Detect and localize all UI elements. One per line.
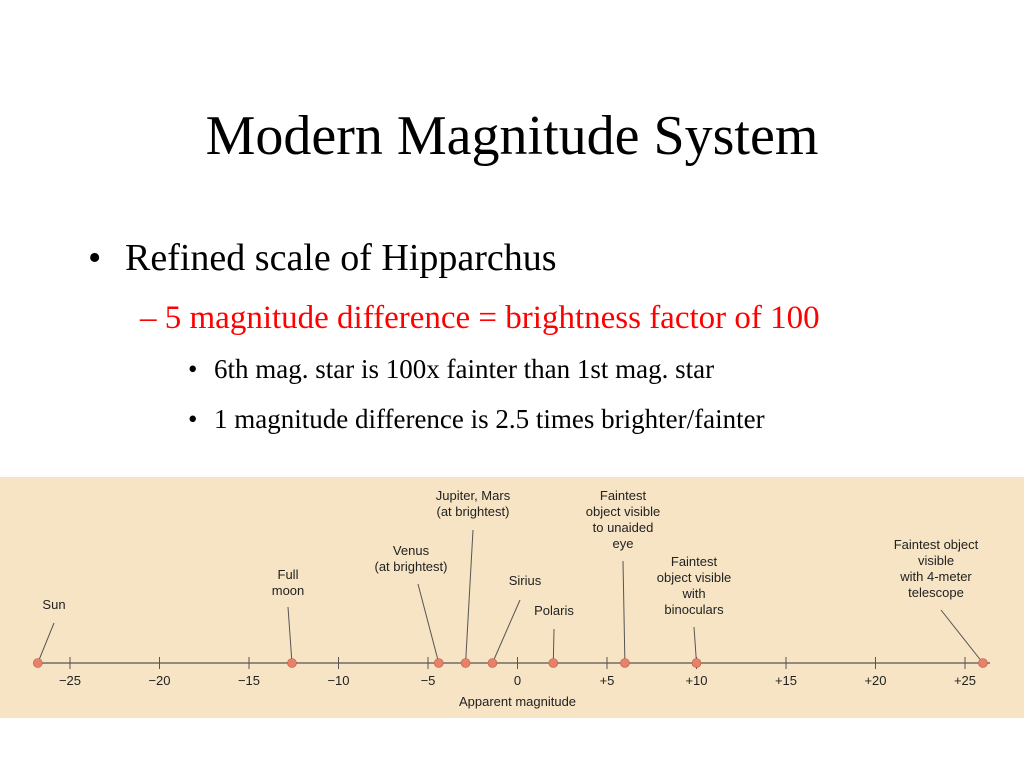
- tick-label: 0: [513, 673, 522, 688]
- magnitude-marker: [620, 659, 629, 668]
- magnitude-scale-diagram: [0, 477, 1024, 718]
- tick-label: +5: [599, 673, 615, 688]
- tick-label: −10: [327, 673, 350, 688]
- tick-label: +25: [953, 673, 977, 688]
- leader-line: [941, 610, 983, 663]
- magnitude-marker: [549, 659, 558, 668]
- leader-line: [466, 530, 473, 663]
- object-label: binoculars: [664, 602, 724, 617]
- tick-label: −5: [420, 673, 436, 688]
- object-label: (at brightest): [436, 504, 510, 519]
- tick-label: −20: [148, 673, 171, 688]
- object-label: Sun: [42, 597, 66, 612]
- object-label: Polaris: [534, 603, 574, 618]
- object-label: (at brightest): [374, 559, 448, 574]
- object-label: Sirius: [508, 573, 542, 588]
- magnitude-marker: [434, 659, 443, 668]
- object-label: with: [682, 586, 706, 601]
- leader-line: [38, 623, 54, 663]
- object-label: with 4-meter: [900, 569, 972, 584]
- magnitude-scale-figure: [0, 477, 1024, 718]
- leader-line: [288, 607, 292, 663]
- object-label: Faintest: [670, 554, 718, 569]
- object-label: visible: [917, 553, 955, 568]
- sub-sub-bullet-2: [188, 403, 765, 435]
- leader-line: [553, 629, 554, 663]
- sub-bullet-magnitude-difference: – 5 magnitude difference = brightness factor of 100: [140, 300, 820, 336]
- magnitude-marker: [488, 659, 497, 668]
- sub-sub-bullet-1: [188, 353, 714, 385]
- bullet-dot-icon: •: [88, 237, 102, 279]
- object-label: to unaided: [592, 520, 654, 535]
- tick-label: +20: [864, 673, 887, 688]
- object-label: object visible: [656, 570, 732, 585]
- tick-label: −25: [58, 673, 82, 688]
- tick-label: +10: [685, 673, 708, 688]
- leader-line: [418, 584, 439, 663]
- leader-line: [492, 600, 520, 663]
- object-label: Venus: [392, 543, 430, 558]
- magnitude-marker: [461, 659, 470, 668]
- sub-sub-bullet-text: 6th mag. star is 100x fainter than 1st mag. star: [214, 354, 715, 384]
- object-label: object visible: [585, 504, 661, 519]
- magnitude-marker: [692, 659, 701, 668]
- bullet-dot-icon: •: [188, 404, 198, 434]
- bullet-text: Refined scale of Hipparchus: [125, 237, 557, 279]
- magnitude-marker: [978, 659, 987, 668]
- object-label: moon: [271, 583, 305, 598]
- axis-title: Apparent magnitude: [458, 694, 577, 709]
- slide-title: Modern Magnitude System: [205, 105, 819, 167]
- magnitude-marker: [287, 659, 296, 668]
- leader-line: [623, 561, 625, 663]
- leader-line: [694, 627, 697, 663]
- object-label: telescope: [908, 585, 964, 600]
- bullet-dot-icon: •: [188, 354, 198, 384]
- object-label: Full: [277, 567, 299, 582]
- bullet-refined-scale: [88, 236, 557, 280]
- tick-label: +15: [774, 673, 798, 688]
- sub-sub-bullet-text: 1 magnitude difference is 2.5 times brighter/fainter: [214, 404, 765, 434]
- tick-label: −15: [237, 673, 261, 688]
- object-label: Faintest object: [893, 537, 979, 552]
- object-label: Jupiter, Mars: [435, 488, 511, 503]
- magnitude-marker: [33, 659, 42, 668]
- object-label: Faintest: [599, 488, 647, 503]
- object-label: eye: [612, 536, 634, 551]
